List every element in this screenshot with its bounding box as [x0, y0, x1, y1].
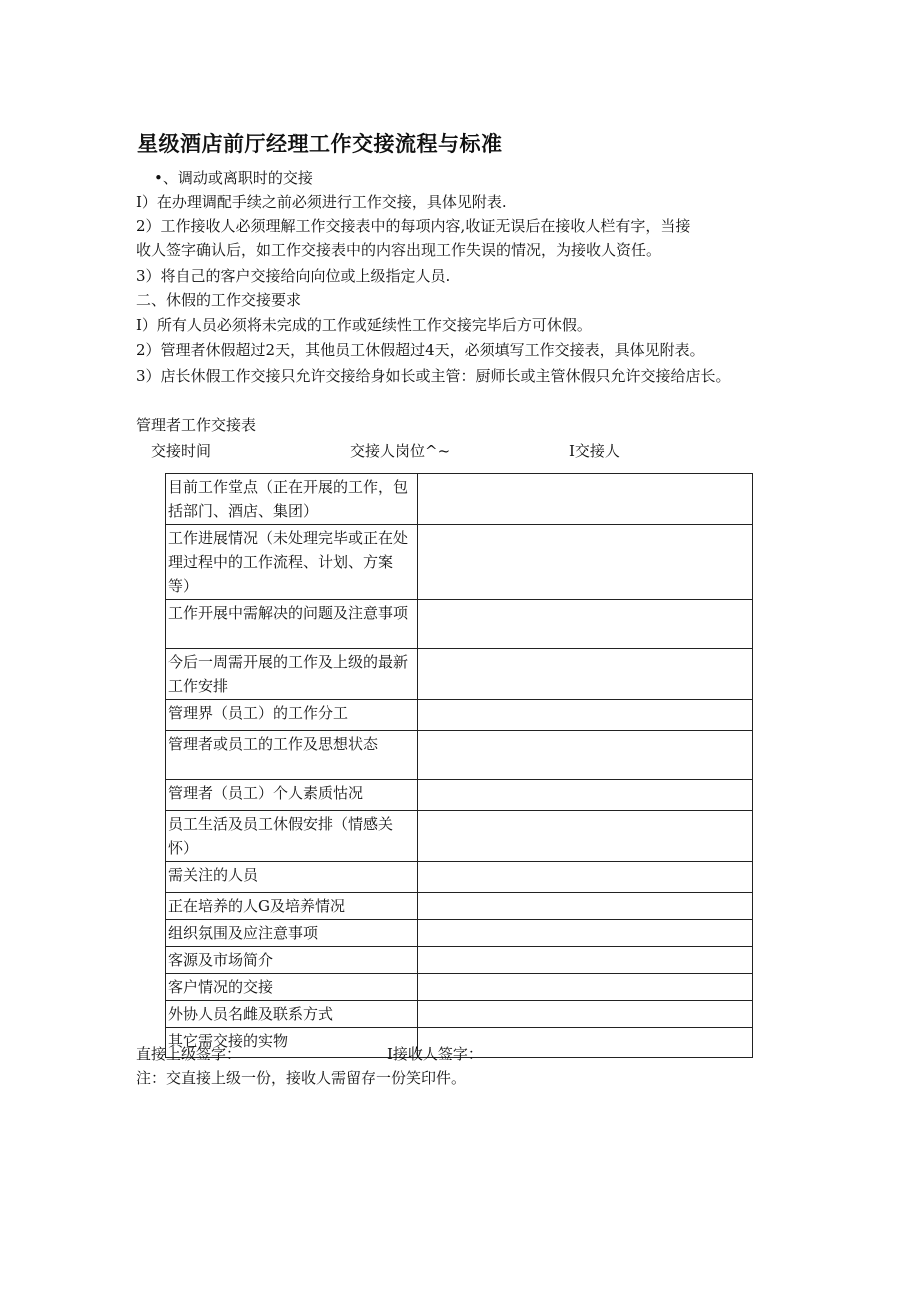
row-value-cell[interactable] — [418, 920, 753, 947]
section2-heading: 二、休假的工作交接要求 — [136, 291, 302, 309]
document-title: 星级酒店前厅经理工作交接流程与标准 — [137, 132, 503, 156]
table-row — [166, 947, 753, 974]
row-label: 组织氛围及应注意事项 — [166, 920, 418, 947]
row-value-cell[interactable] — [418, 780, 753, 811]
row-label: 客源及市场简介 — [166, 947, 418, 974]
section1-item-3: 3）将自己的客户交接给向向位或上级指定人员. — [136, 267, 451, 285]
table-row — [166, 893, 753, 920]
row-label: 其它需交接的实物 — [166, 1028, 418, 1058]
handover-table — [165, 473, 753, 1058]
row-value-cell[interactable] — [418, 700, 753, 731]
row-label: 工作开展中需解决的问题及注意事项 — [166, 600, 418, 649]
table-row — [166, 525, 753, 600]
receiver-signature-label: I接收人签字： — [387, 1045, 483, 1063]
header-handover-person: I交接人 — [569, 442, 620, 460]
table-row — [166, 731, 753, 780]
header-handover-position: 交接人岗位^~ — [350, 442, 451, 460]
row-label: 管理者或员工的工作及思想状态 — [166, 731, 418, 780]
table-row — [166, 920, 753, 947]
row-value-cell[interactable] — [418, 811, 753, 862]
table-row — [166, 862, 753, 893]
table-row — [166, 600, 753, 649]
row-label: 管理界（员工）的工作分工 — [166, 700, 418, 731]
table-row — [166, 1001, 753, 1028]
row-value-cell[interactable] — [418, 947, 753, 974]
section2-item-2: 2）管理者休假超过2天，其他员工休假超过4天，必须填写工作交接表，具体见附表。 — [136, 341, 705, 359]
section2-item-1: I）所有人员必须将未完成的工作或延续性工作交接完毕后方可休假。 — [136, 316, 592, 334]
form-note: 注：交直接上级一份，接收人需留存一份笑印件。 — [136, 1069, 467, 1087]
section1-item-2-cont: 收人签字确认后，如工作交接表中的内容出现工作失误的情况，为接收人资任。 — [136, 241, 662, 259]
row-label: 工作进展情况（未处理完毕或正在处理过程中的工作流程、计划、方案等） — [166, 525, 418, 600]
table-row — [166, 700, 753, 731]
row-label: 外协人员名雌及联系方式 — [166, 1001, 418, 1028]
row-label: 目前工作堂点（正在开展的工作，包括部门、酒店、集团） — [166, 474, 418, 525]
row-value-cell[interactable] — [418, 893, 753, 920]
row-value-cell[interactable] — [418, 1001, 753, 1028]
row-value-cell[interactable] — [418, 600, 753, 649]
row-label: 客户情况的交接 — [166, 974, 418, 1001]
section2-item-3: 3）店长休假工作交接只允许交接给身如长或主管：厨师长或主管休假只允许交接给店长。 — [136, 367, 731, 385]
row-value-cell[interactable] — [418, 731, 753, 780]
row-value-cell[interactable] — [418, 474, 753, 525]
table-row — [166, 811, 753, 862]
row-label: 需关注的人员 — [166, 862, 418, 893]
row-value-cell[interactable] — [418, 974, 753, 1001]
row-value-cell[interactable] — [418, 862, 753, 893]
table-row — [166, 780, 753, 811]
row-label: 今后一周需开展的工作及上级的最新工作安排 — [166, 649, 418, 700]
section1-item-1: I）在办理调配手续之前必须进行工作交接，具体见附表. — [136, 193, 507, 211]
table-row — [166, 649, 753, 700]
row-value-cell[interactable] — [418, 525, 753, 600]
row-label: 管理者（员工）个人素质怙况 — [166, 780, 418, 811]
row-label: 员工生活及员工休假安排（情感关怀） — [166, 811, 418, 862]
supervisor-signature-label: 直接上级签字： — [136, 1045, 242, 1063]
form-title: 管理者工作交接表 — [136, 416, 257, 434]
table-row — [166, 974, 753, 1001]
section1-heading: •、调动或离职时的交接 — [154, 169, 313, 187]
table-row — [166, 474, 753, 525]
section1-item-2: 2）工作接收人必须理解工作交接表中的每项内容,收证无误后在接收人栏有字，当接 — [136, 217, 691, 235]
row-label: 正在培养的人G及培养情况 — [166, 893, 418, 920]
header-handover-time: 交接时间 — [151, 442, 212, 460]
row-value-cell[interactable] — [418, 649, 753, 700]
